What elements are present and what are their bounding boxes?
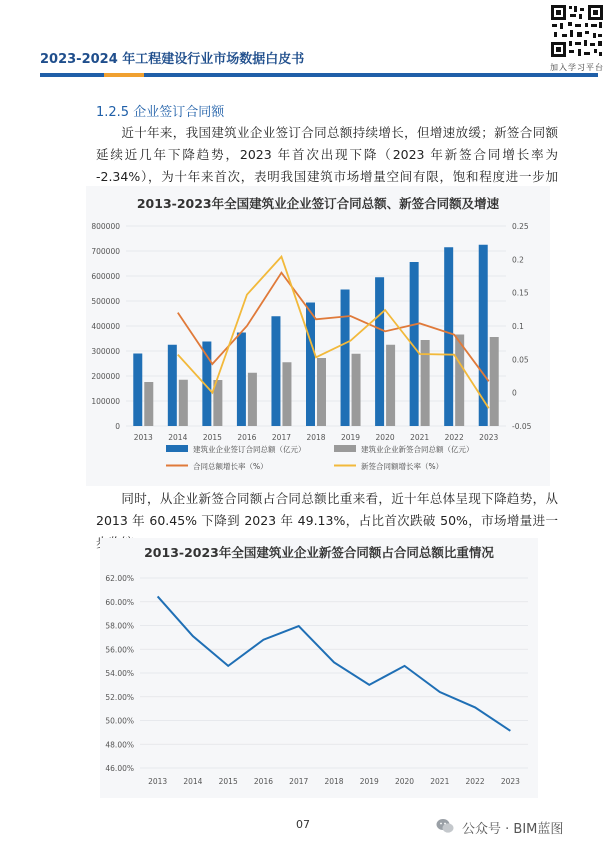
section-heading: 1.2.5 企业签订合同额: [96, 105, 225, 120]
x-tick-label: 2020: [394, 777, 415, 786]
paragraph-1-text: 近十年来，我国建筑业企业签订合同总额持续增长，但增速放缓；新签合同额延续近几年下降趋势，2023 年首次出现下降（2023 年新签合同增长率为 -2.34%），为十年来首次，表明我国建筑市场增量空间有限，饱和程度进一步加剧。: [96, 125, 558, 206]
x-tick-label: 2020: [375, 433, 395, 442]
page-number: 07: [296, 818, 310, 831]
legend-label: 建筑业企业新签合同总额（亿元）: [361, 445, 474, 454]
y2-tick-label: 0.2: [512, 255, 524, 265]
bar-new: [317, 358, 326, 426]
y-tick-label: 58.00%: [105, 621, 134, 631]
y2-tick-label: 0.15: [512, 288, 529, 298]
y-tick-label: 600000: [91, 272, 120, 281]
bar-new: [248, 373, 257, 426]
bar-total: [237, 333, 246, 427]
y-tick-label: 800000: [91, 222, 120, 231]
bar-total: [444, 247, 453, 426]
header-title: 2023-2024 年工程建设行业市场数据白皮书: [40, 52, 305, 67]
x-tick-label: 2016: [237, 433, 257, 442]
y-tick-label: 200000: [91, 372, 120, 381]
x-tick-label: 2014: [168, 433, 188, 442]
y-tick-label: 56.00%: [105, 645, 134, 655]
legend-swatch: [334, 445, 356, 452]
bar-new: [352, 354, 361, 426]
chart-title: 2013-2023年全国建筑业企业签订合同总额、新签合同额及增速: [136, 196, 500, 211]
y-tick-label: 700000: [91, 247, 120, 256]
x-tick-label: 2019: [359, 777, 379, 786]
legend-label: 新签合同额增长率（%）: [361, 462, 444, 471]
x-tick-label: 2021: [430, 777, 450, 786]
y-tick-label: 46.00%: [105, 764, 134, 773]
x-tick-label: 2017: [271, 433, 292, 442]
bar-new: [421, 340, 430, 426]
x-tick-label: 2021: [410, 433, 430, 442]
x-tick-label: 2015: [202, 433, 222, 442]
watermark-text: 公众号 · BIM蓝图: [462, 822, 564, 837]
x-tick-label: 2023: [479, 433, 499, 442]
y-tick-label: 0: [115, 422, 120, 431]
bar-total: [341, 290, 350, 427]
y-tick-label: 50.00%: [105, 716, 134, 726]
y2-tick-label: 0: [512, 388, 517, 398]
legend-label: 合同总额增长率（%）: [193, 462, 268, 471]
new-contract-share-chart: [100, 538, 538, 798]
legend-label: 建筑业企业签订合同总额（亿元）: [193, 445, 306, 454]
x-tick-label: 2022: [465, 777, 485, 786]
x-tick-label: 2018: [306, 433, 326, 442]
bar-new: [144, 382, 153, 426]
bar-new: [179, 380, 188, 426]
x-tick-label: 2013: [148, 777, 168, 786]
bar-new: [455, 335, 464, 427]
contract-amount-chart: [86, 186, 550, 486]
y-tick-label: 62.00%: [105, 574, 134, 583]
y-tick-label: 500000: [91, 297, 120, 306]
chart-title: 2013-2023年全国建筑业企业新签合同额占合同总额比重情况: [144, 545, 494, 560]
bar-new: [386, 345, 395, 426]
y-tick-label: 300000: [91, 347, 120, 356]
x-tick-label: 2013: [133, 433, 153, 442]
y2-tick-label: 0.05: [512, 355, 529, 365]
bar-new: [490, 337, 499, 426]
bar-total: [375, 277, 384, 426]
header-divider-accent: [104, 73, 144, 77]
x-tick-label: 2023: [500, 777, 520, 786]
x-tick-label: 2015: [218, 777, 238, 786]
bar-total: [133, 354, 142, 427]
y2-tick-label: 0.1: [512, 322, 524, 331]
legend-swatch: [166, 445, 188, 452]
total-growth-line: [178, 273, 489, 382]
qr-caption: 加入学习平台: [550, 63, 604, 72]
x-tick-label: 2022: [444, 433, 464, 442]
y-tick-label: 60.00%: [105, 597, 134, 607]
bar-total: [168, 345, 177, 426]
x-tick-label: 2017: [289, 777, 309, 786]
bar-total: [306, 303, 315, 427]
y-tick-label: 400000: [91, 322, 120, 331]
new-growth-line: [178, 257, 489, 409]
bar-total: [271, 316, 280, 426]
wechat-icon: [436, 818, 454, 834]
qr-code-icon[interactable]: [550, 4, 604, 58]
bar-new: [282, 362, 291, 426]
x-tick-label: 2019: [340, 433, 361, 442]
y-tick-label: 48.00%: [105, 740, 134, 750]
y-tick-label: 52.00%: [105, 692, 134, 702]
y-tick-label: 54.00%: [105, 669, 134, 678]
share-line: [158, 596, 511, 730]
x-tick-label: 2016: [253, 777, 274, 786]
y2-tick-label: 0.25: [512, 222, 529, 231]
x-tick-label: 2014: [183, 777, 203, 786]
y-tick-label: 100000: [91, 397, 120, 406]
paragraph-2-text: 同时，从企业新签合同额占合同总额比重来看，近十年总体呈现下降趋势，从 2013 年 60.45% 下降到 2023 年 49.13%，占比首次跌破 50%，市场增量进一步收缩。: [96, 491, 558, 550]
y2-tick-label: -0.05: [512, 422, 532, 431]
x-tick-label: 2018: [324, 777, 344, 786]
